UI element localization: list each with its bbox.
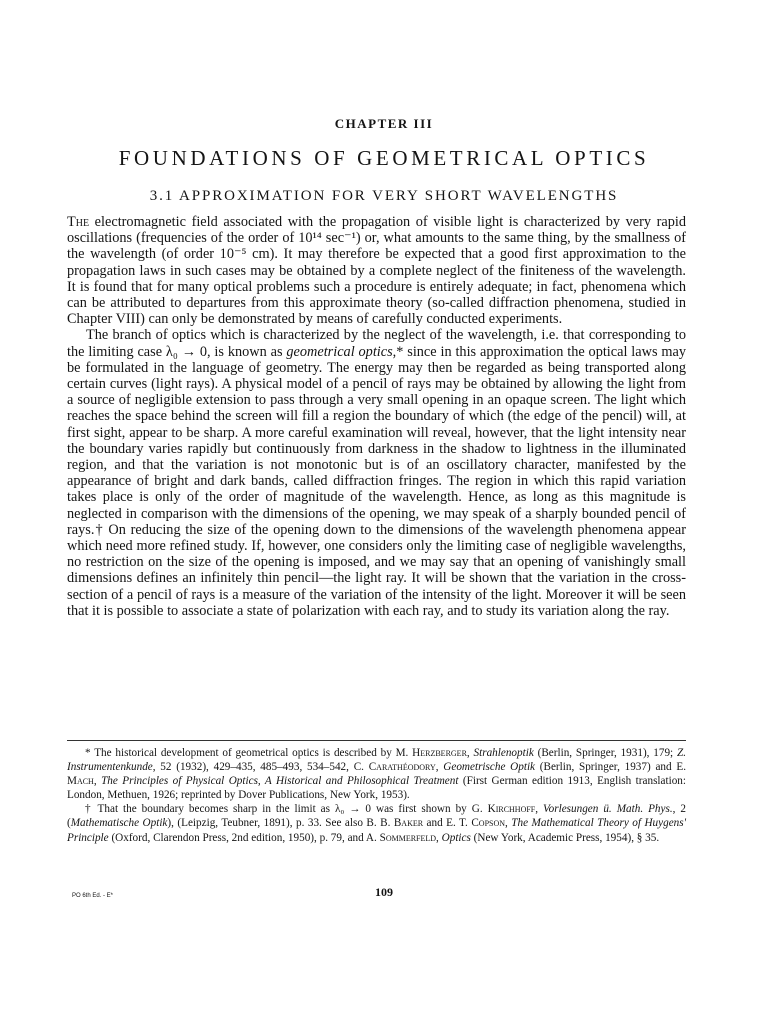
author-baker: Baker xyxy=(393,817,424,830)
term-geometrical-optics: geometrical optics xyxy=(286,343,393,360)
signature-mark: PO 6th Ed. - E* xyxy=(72,893,114,899)
paragraph-2-part1: The branch of optics which is characterized by the neglect of the wavelength, i.e. that corresponding to the limiting case λ₀ → 0, is known as xyxy=(67,327,686,360)
footnote-2 xyxy=(67,802,686,844)
fn2-g: (Oxford, Clarendon Press, 2nd edition, 1950), p. 79, and A. xyxy=(108,831,380,844)
fn1-h: (First German edition 1913, English translation: London, Methuen, 1926; reprinted by Dover Publications, New York, 1953). xyxy=(67,775,687,802)
fn1-f: (Berlin, Springer, 1937) and E. xyxy=(535,761,686,774)
fn1-g: , xyxy=(93,775,102,788)
footnote-rule xyxy=(67,740,686,741)
book-strahlenoptik: Strahlenoptik xyxy=(473,747,534,759)
author-sommerfeld: Sommerfeld xyxy=(379,831,437,844)
fn2-h: , xyxy=(436,831,442,844)
fn2-b: , xyxy=(535,803,544,816)
author-kirchhoff: Kirchhoff xyxy=(487,803,536,816)
fn2-f: , xyxy=(505,817,512,830)
fn1-d: , 52 (1932), 429–435, 485–493, 534–542, C. xyxy=(152,761,369,774)
section-heading: 3.1 APPROXIMATION FOR VERY SHORT WAVELENGTHS xyxy=(149,188,619,204)
paragraph-1-lead: The xyxy=(67,214,90,230)
footnote-1 xyxy=(67,746,686,802)
author-copson: Copson xyxy=(471,817,506,830)
journal-z-instrumentenkunde: Z. Instrumentenkunde xyxy=(67,747,686,774)
paragraph-2 xyxy=(67,327,686,619)
fn1-c: (Berlin, Springer, 1931), 179; xyxy=(533,747,677,759)
book-principles-physical-optics: The Principles of Physical Optics, A Historical and Philosophical Treatment xyxy=(101,775,459,788)
paragraph-1 xyxy=(67,214,686,327)
fn2-e: and E. T. xyxy=(423,817,472,830)
book-huygens-principle: The Mathematical Theory of Huygens' Principle xyxy=(67,817,686,844)
paragraph-2-part2: ,* since in this approximation the optical laws may be formulated in the language of geometry. The energy may then be regarded as being transported along certain curves (light rays). A physical model of a pencil of rays may be obtained by allowing the light from a source of negligible extension to pass through a very small opening in an opaque screen. The light which reaches the space behind the screen will fill a region the boundary of which (the edge of the pencil) will, at first sight, appear to be sharp. A more careful examination will reveal, however, that the light intensity near the boundary varies rapidly but continuously from darkness in the shadow to lightness in the illuminated region, and that the variation is not monotonic but is of an oscillatory character, manifested by the appearance of bright and dark bands, called diffraction fringes. The region in which this rapid variation takes place is only of the order of magnitude of the wavelength. Hence, as long as this magnitude is neglected in comparison with the dimensions of the opening, we may speak of a sharply bounded pencil of rays.† On reducing the size of the opening down to the dimensions of the wavelength phenomena appear which need more refined study. If, however, one considers only the limiting case of negligible wavelengths, no restriction on the size of the opening is imposed, and we may say that an opening of vanishingly small dimensions defines an infinitely thin pencil—the light ray. It will be shown that the variation in the cross-section of a pencil of rays is a measure of the variation of the intensity of the light. Moreover it will be seen that it is possible to associate a state of polarization with each ray, and to study its variation along the ray. xyxy=(67,343,686,619)
book-optics: Optics xyxy=(441,831,471,844)
fn2-a: † That the boundary becomes sharp in the limit as λ₀ → 0 was first shown by G. xyxy=(85,803,488,816)
book-vorlesungen: Vorlesungen ü. Math. Phys. xyxy=(543,803,673,816)
paragraph-1-text: electromagnetic field associated with the propagation of visible light is characterized by very rapid oscillations (frequencies of the order of 10¹⁴ sec⁻¹) or, what amounts to the same thing, by the smallness of the wavelength (of order 10⁻⁵ cm). It may therefore be expected that a good first approximation to the propagation laws in such cases may be obtained by a complete neglect of the finiteness of the wavelength. It is found that for many optical problems such a procedure is entirely adequate; in fact, phenomena which can be attributed to departures from this approximate theory (so-called diffraction phenomena, studied in Chapter VIII) can only be demonstrated by means of carefully conducted experiments. xyxy=(67,214,686,328)
fn1-b: , xyxy=(466,747,474,759)
body-text xyxy=(67,214,686,619)
author-herzberger: Herzberger xyxy=(412,747,467,759)
footnotes xyxy=(67,746,686,845)
book-mathematische-optik: Mathematische Optik xyxy=(70,817,168,830)
fn2-i: (New York, Academic Press, 1954), § 35. xyxy=(470,831,660,844)
chapter-label: CHAPTER III xyxy=(334,116,434,131)
book-geometrische-optik: Geometrische Optik xyxy=(443,761,536,774)
fn2-d: ), (Leipzig, Teubner, 1891), p. 33. See also B. B. xyxy=(167,817,394,830)
page-number: 109 xyxy=(375,885,393,899)
fn1-a: * The historical development of geometrical optics is described by M. xyxy=(85,747,413,759)
author-mach: Mach xyxy=(67,775,94,788)
fn2-c: , 2 ( xyxy=(67,803,687,830)
author-caratheodory: Carathéodory xyxy=(368,761,436,774)
chapter-title: FOUNDATIONS OF GEOMETRICAL OPTICS xyxy=(118,146,650,170)
fn1-e: , xyxy=(435,761,444,774)
